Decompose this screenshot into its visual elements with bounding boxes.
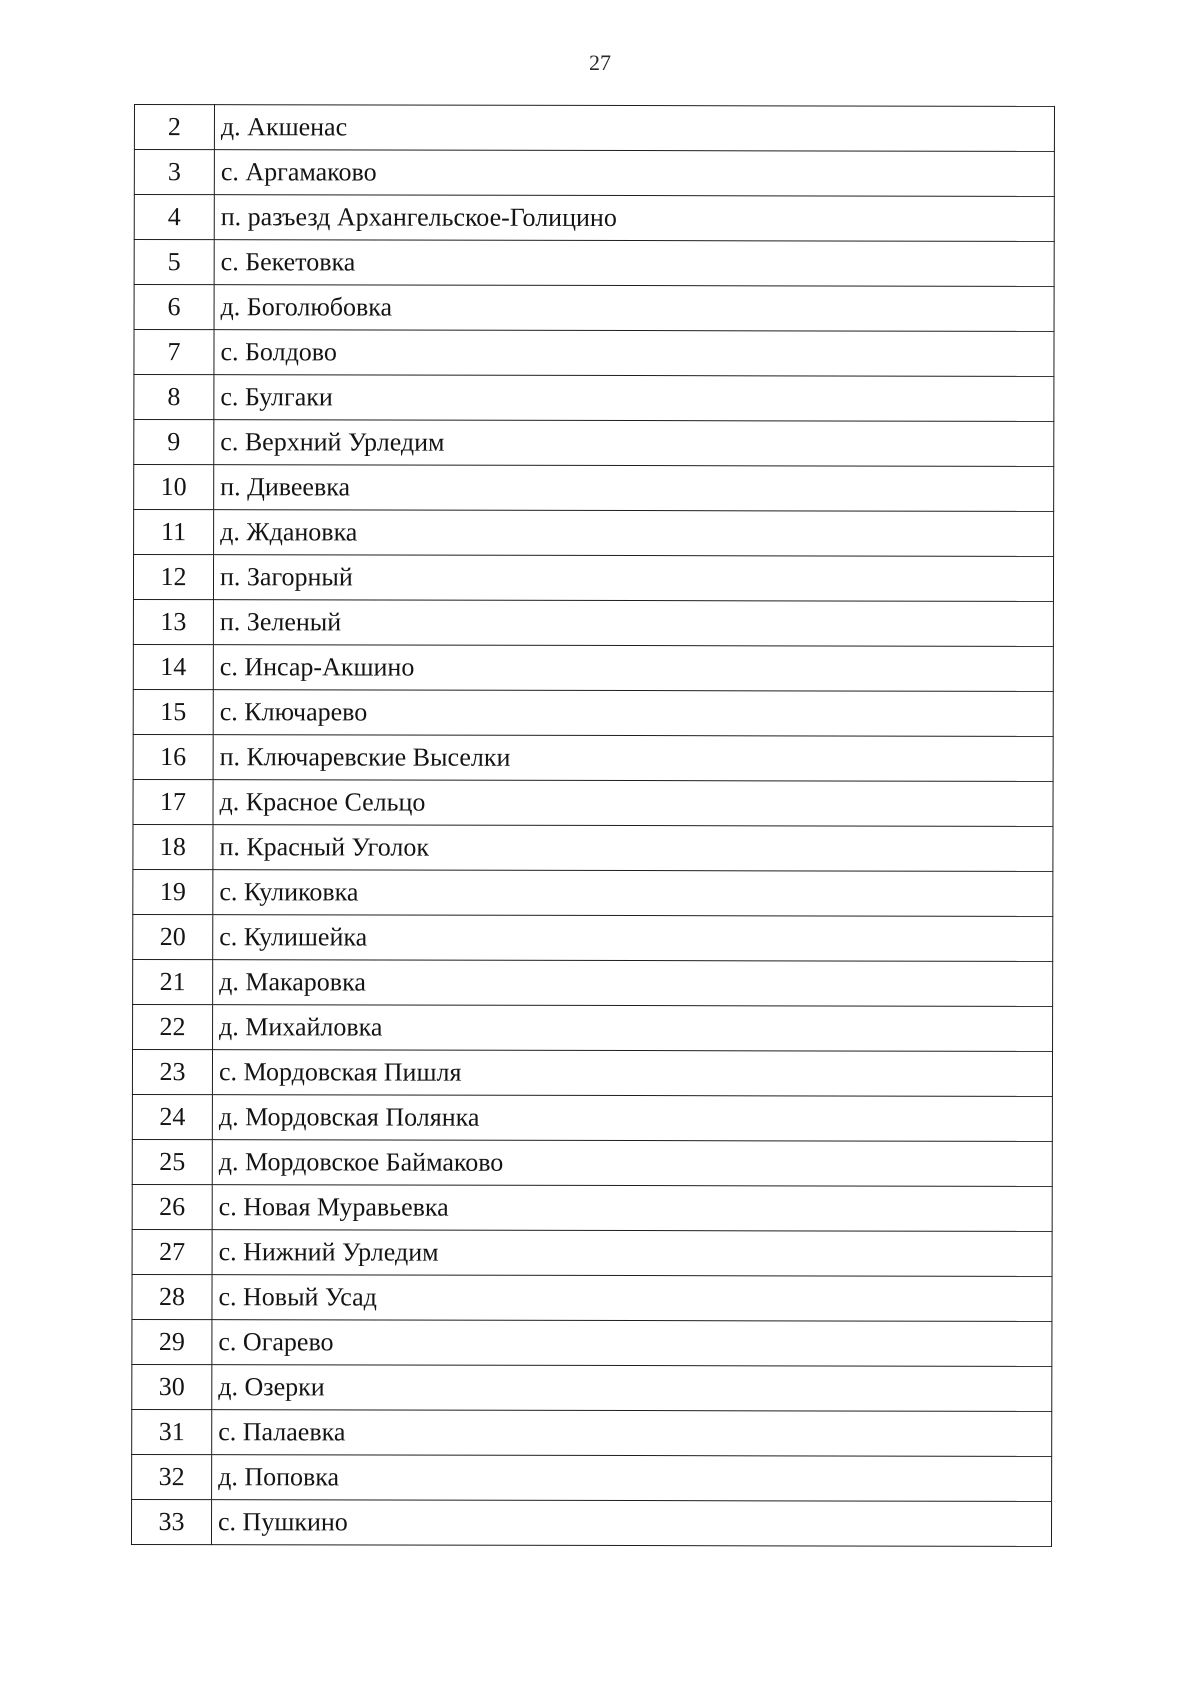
- table-row: [132, 1454, 1052, 1501]
- row-number-cell: 3: [134, 150, 214, 195]
- settlement-name-cell: д. Мордовская Полянка: [212, 1095, 1052, 1142]
- table-row: [132, 1409, 1052, 1456]
- settlement-name-cell: с. Мордовская Пишля: [212, 1050, 1052, 1097]
- page-number: 27: [589, 50, 611, 75]
- row-number-cell: 10: [134, 465, 214, 510]
- row-number-cell: 7: [134, 330, 214, 375]
- row-number-cell: 27: [132, 1229, 212, 1274]
- table-row: [133, 824, 1053, 871]
- table-row: [133, 1004, 1053, 1051]
- row-number-cell: 26: [132, 1184, 212, 1229]
- row-number-cell: 9: [134, 420, 214, 465]
- table-row: [132, 1184, 1052, 1231]
- settlement-name-cell: с. Верхний Урледим: [214, 420, 1054, 467]
- table-row: [133, 644, 1053, 691]
- settlement-name-cell: д. Красное Сельцо: [213, 780, 1053, 827]
- settlement-name-cell: с. Булгаки: [214, 375, 1054, 422]
- row-number-cell: 32: [132, 1454, 212, 1499]
- table-row: [134, 375, 1054, 422]
- settlement-name-cell: д. Мордовское Баймаково: [212, 1140, 1052, 1187]
- table-row: [134, 285, 1054, 332]
- settlement-name-cell: д. Макаровка: [213, 960, 1053, 1007]
- table-row: [134, 510, 1054, 557]
- table-row: [134, 105, 1054, 152]
- table-row: [133, 555, 1053, 602]
- table-row: [133, 869, 1053, 916]
- settlement-name-cell: с. Кулишейка: [213, 915, 1053, 962]
- settlement-name-cell: п. Ключаревские Выселки: [213, 735, 1053, 782]
- settlement-name-cell: с. Бекетовка: [214, 240, 1054, 287]
- row-number-cell: 16: [133, 734, 213, 779]
- table-row: [134, 465, 1054, 512]
- settlement-name-cell: с. Нижний Урледим: [212, 1230, 1052, 1277]
- settlement-name-cell: с. Ключарево: [213, 690, 1053, 737]
- row-number-cell: 13: [133, 599, 213, 644]
- row-number-cell: 31: [132, 1409, 212, 1454]
- table-row: [133, 599, 1053, 646]
- settlement-name-cell: д. Акшенас: [214, 105, 1054, 152]
- row-number-cell: 4: [134, 195, 214, 240]
- settlement-name-cell: с. Новый Усад: [212, 1275, 1052, 1322]
- table-row: [132, 1049, 1052, 1096]
- row-number-cell: 20: [133, 914, 213, 959]
- settlement-name-cell: с. Новая Муравьевка: [212, 1185, 1052, 1232]
- settlement-name-cell: п. разъезд Архангельское-Голицино: [214, 195, 1054, 242]
- table-row: [132, 1139, 1052, 1186]
- row-number-cell: 33: [131, 1499, 211, 1544]
- table-row: [134, 240, 1054, 287]
- table-row: [134, 420, 1054, 467]
- table-row: [132, 1319, 1052, 1366]
- settlement-name-cell: п. Красный Уголок: [213, 825, 1053, 872]
- settlements-table: [131, 104, 1055, 1547]
- row-number-cell: 29: [132, 1319, 212, 1364]
- settlement-name-cell: п. Дивеевка: [214, 465, 1054, 512]
- table-row: [132, 1364, 1052, 1411]
- settlement-name-cell: д. Ждановка: [214, 510, 1054, 557]
- table-row: [131, 1499, 1051, 1546]
- row-number-cell: 12: [133, 555, 213, 600]
- table-row: [133, 914, 1053, 961]
- row-number-cell: 15: [133, 689, 213, 734]
- table-row: [133, 779, 1053, 826]
- row-number-cell: 18: [133, 824, 213, 869]
- settlement-name-cell: п. Загорный: [213, 555, 1053, 602]
- table-row: [133, 689, 1053, 736]
- row-number-cell: 19: [133, 869, 213, 914]
- row-number-cell: 25: [132, 1139, 212, 1184]
- row-number-cell: 8: [134, 375, 214, 420]
- table-row: [132, 1094, 1052, 1141]
- row-number-cell: 23: [132, 1049, 212, 1094]
- settlements-table-body: [131, 105, 1054, 1547]
- settlement-name-cell: с. Огарево: [212, 1320, 1052, 1367]
- settlements-table-container: [131, 104, 1054, 1547]
- settlement-name-cell: с. Болдово: [214, 330, 1054, 377]
- settlement-name-cell: с. Пушкино: [211, 1500, 1051, 1547]
- settlement-name-cell: д. Озерки: [212, 1365, 1052, 1412]
- table-row: [134, 195, 1054, 242]
- row-number-cell: 17: [133, 779, 213, 824]
- table-row: [133, 734, 1053, 781]
- table-row: [134, 330, 1054, 377]
- settlement-name-cell: п. Зеленый: [213, 600, 1053, 647]
- table-row: [133, 959, 1053, 1006]
- table-row: [134, 150, 1054, 197]
- row-number-cell: 14: [133, 644, 213, 689]
- settlement-name-cell: с. Палаевка: [212, 1410, 1052, 1457]
- settlement-name-cell: д. Михайловка: [213, 1005, 1053, 1052]
- settlement-name-cell: д. Поповка: [212, 1455, 1052, 1502]
- row-number-cell: 6: [134, 285, 214, 330]
- row-number-cell: 11: [134, 510, 214, 555]
- row-number-cell: 24: [132, 1094, 212, 1139]
- row-number-cell: 2: [134, 105, 214, 150]
- settlement-name-cell: с. Аргамаково: [214, 150, 1054, 197]
- row-number-cell: 5: [134, 240, 214, 285]
- table-row: [132, 1274, 1052, 1321]
- row-number-cell: 22: [133, 1004, 213, 1049]
- row-number-cell: 28: [132, 1274, 212, 1319]
- settlement-name-cell: с. Куликовка: [213, 870, 1053, 917]
- row-number-cell: 30: [132, 1364, 212, 1409]
- row-number-cell: 21: [133, 959, 213, 1004]
- settlement-name-cell: с. Инсар-Акшино: [213, 645, 1053, 692]
- settlement-name-cell: д. Боголюбовка: [214, 285, 1054, 332]
- table-row: [132, 1229, 1052, 1276]
